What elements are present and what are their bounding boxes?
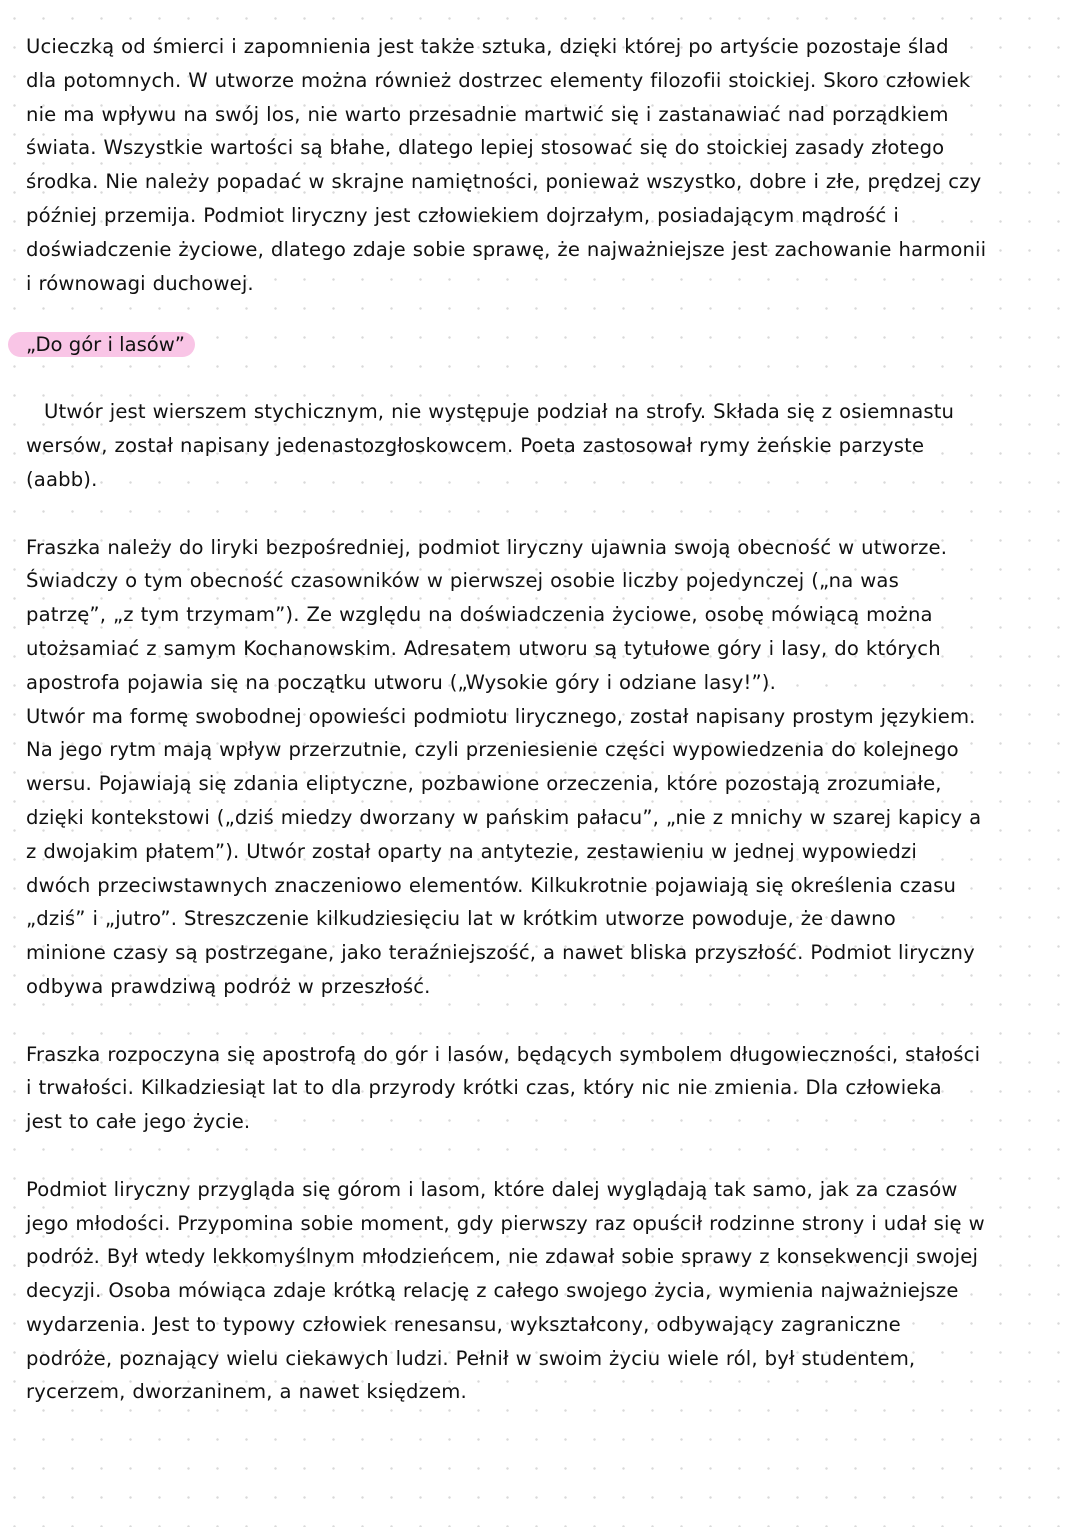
text-line: jest to całe jego życie.: [26, 1110, 251, 1134]
text-line: minione czasy są postrzegane, jako teraźniejszość, a nawet bliska przyszłość. Podmiot liryczny: [26, 941, 975, 965]
text-line: środka. Nie należy popadać w skrajne namiętności, ponieważ wszystko, dobre i złe, prędzej czy: [26, 170, 982, 194]
text-line: Ucieczką od śmierci i zapomnienia jest także sztuka, dzięki której po artyście pozostaje ślad: [26, 35, 949, 58]
text-line: dzięki kontekstowi („dziś miedzy dworzany w pańskim pałacu”, „nie z mnichy w szarej kapicy a: [26, 805, 982, 829]
text-line: utożsamiać z samym Kochanowskim. Adresatem utworu są tytułowe góry i lasy, do których: [26, 636, 941, 660]
text-line: z dwojakim płatem”). Utwór został oparty na antytezie, zestawieniu w jednej wypowiedzi: [26, 839, 917, 863]
paragraph-apostrophe: [26, 1038, 1056, 1139]
paragraph-analysis: [26, 531, 1056, 1004]
paragraph-gap: [26, 497, 1056, 531]
section-heading-highlight: „Do gór i lasów”: [8, 332, 195, 357]
text-line: „dziś” i „jutro”. Streszczenie kilkudziesięciu lat w krótkim utworze powoduje, że dawno: [26, 907, 896, 931]
text-line: jego młodości. Przypomina sobie moment, gdy pierwszy raz opuścił rodzinne strony i udał się w: [26, 1211, 985, 1235]
text-line: Świadczy o tym obecność czasowników w pierwszej osobie liczby pojedynczej („na was: [26, 569, 899, 593]
section-heading-wrap: [8, 328, 1056, 362]
text-line: doświadczenie życiowe, dlatego zdaje sobie sprawę, że najważniejsze jest zachowanie harmonii: [26, 237, 987, 261]
text-line: podróż. Był wtedy lekkomyślnym młodzieńcem, nie zdawał sobie sprawy z konsekwencji swojej: [26, 1245, 979, 1269]
paragraph-gap: [26, 1139, 1056, 1173]
text-line: rycerzem, dworzaninem, a nawet księdzem.: [26, 1380, 467, 1404]
paragraph-form: [26, 395, 1056, 496]
text-line: i trwałości. Kilkadziesiąt lat to dla przyrody krótki czas, który nic nie zmienia. Dla człowieka: [26, 1076, 942, 1100]
text-line: Utwór jest wierszem stychicznym, nie występuje podział na strofy. Składa się z osiemnastu: [44, 400, 955, 424]
text-line: wersu. Pojawiają się zdania eliptyczne, pozbawione orzeczenia, które pozostają zrozumiałe,: [26, 772, 942, 796]
text-line: nie ma wpływu na swój los, nie warto przesadnie martwić się i zastanawiać nad porządkiem: [26, 102, 949, 126]
text-line: (aabb).: [26, 467, 98, 491]
text-line: dla potomnych. W utworze można również dostrzec elementy filozofii stoickiej. Skoro człowiek: [26, 68, 971, 92]
intro-paragraph: [26, 30, 1056, 300]
text-line: Podmiot liryczny przygląda się górom i lasom, które dalej wyglądają tak samo, jak za czasów: [26, 1177, 958, 1201]
text-line: Fraszka należy do liryki bezpośredniej, podmiot liryczny ujawnia swoją obecność w utworze.: [26, 535, 948, 559]
text-line: apostrofa pojawia się na początku utworu („Wysokie góry i odziane lasy!”).: [26, 670, 776, 694]
text-line: Na jego rytm mają wpływ przerzutnie, czyli przeniesienie części wypowiedzenia do kolejnego: [26, 738, 959, 762]
text-line: patrzę”, „z tym trzymam”). Ze względu na doświadczenia życiowe, osobę mówiącą można: [26, 603, 933, 627]
paragraph-gap: [26, 1004, 1056, 1038]
text-line: odbywa prawdziwą podróż w przeszłość.: [26, 974, 431, 998]
text-line: Utwór ma formę swobodnej opowieści podmiotu lirycznego, został napisany prostym językiem.: [26, 704, 976, 728]
text-line: świata. Wszystkie wartości są błahe, dlatego lepiej stosować się do stoickiej zasady złotego: [26, 136, 945, 160]
text-line: wydarzenia. Jest to typowy człowiek renesansu, wykształcony, odbywający zagraniczne: [26, 1312, 901, 1336]
paragraph-life-story: [26, 1173, 1056, 1410]
text-line: podróże, poznający wielu ciekawych ludzi. Pełnił w swoim życiu wiele ról, był studentem,: [26, 1346, 916, 1370]
text-line: Fraszka rozpoczyna się apostrofą do gór i lasów, będących symbolem długowieczności, stałości: [26, 1042, 981, 1066]
text-line: decyzji. Osoba mówiąca zdaje krótką relację z całego swojego życia, wymienia najważniejsze: [26, 1279, 959, 1303]
text-line: później przemija. Podmiot liryczny jest człowiekiem dojrzałym, posiadającym mądrość i: [26, 203, 899, 227]
text-line: wersów, został napisany jedenastozgłoskowcem. Poeta zastosował rymy żeńskie parzyste: [26, 434, 925, 458]
text-line: dwóch przeciwstawnych znaczeniowo elementów. Kilkukrotnie pojawiają się określenia czasu: [26, 873, 957, 897]
text-line: i równowagi duchowej.: [26, 271, 254, 295]
